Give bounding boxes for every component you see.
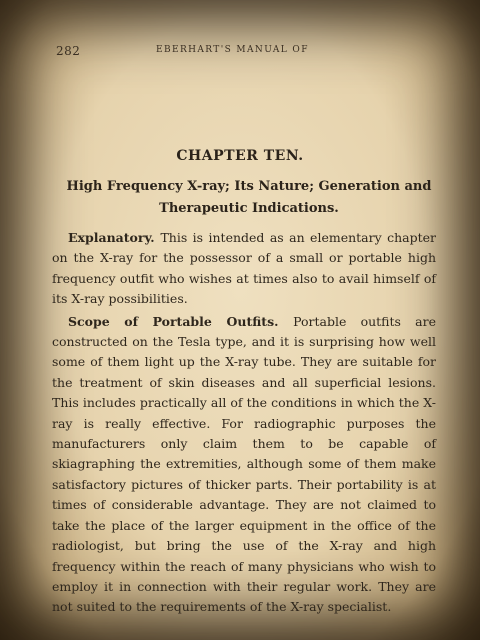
page-number: 282 <box>56 44 81 58</box>
running-head: EBERHART'S MANUAL OF <box>156 45 309 55</box>
page-header <box>56 44 424 60</box>
chapter-subtitle: High Frequency X-ray; Its Nature; Generation and Therapeutic Indications. <box>66 179 432 216</box>
paragraph-text: Portable outfits are constructed on the Tesla type, and it is surprising how well some of them light up the X-ray tube. They are suitable for the treatment of skin diseases and all superficial lesions. This includes practically all of the conditions in which the X-ray is really effective. For radiographic purposes the manufacturers only claim them to be capable of skiagraphing the extremities, although some of them make satisfactory pictures of thicker parts. Their portability is at times of considerable advantage. They are not claimed to take the place of the larger equipment in the office of the radiologist, but bring the use of the X-ray and high frequency within the reach of many physicians who wish to employ it in connection with their regular work. They are not suited to the requirements of the X-ray specialist. <box>52 313 436 615</box>
paragraph-explanatory <box>52 228 436 310</box>
paragraph-heading: Explanatory. <box>68 230 161 245</box>
paragraph-text: This is intended as an elementary chapter on the X-ray for the possessor of a small or portable high frequency outfit who wishes at times also to avail himself of its X-ray possibilities. <box>52 230 436 307</box>
chapter-title: CHAPTER TEN. <box>176 148 304 164</box>
paragraph-heading: Scope of Portable Outfits. <box>68 313 294 329</box>
paragraph-scope <box>52 312 436 618</box>
body-text <box>52 228 436 620</box>
